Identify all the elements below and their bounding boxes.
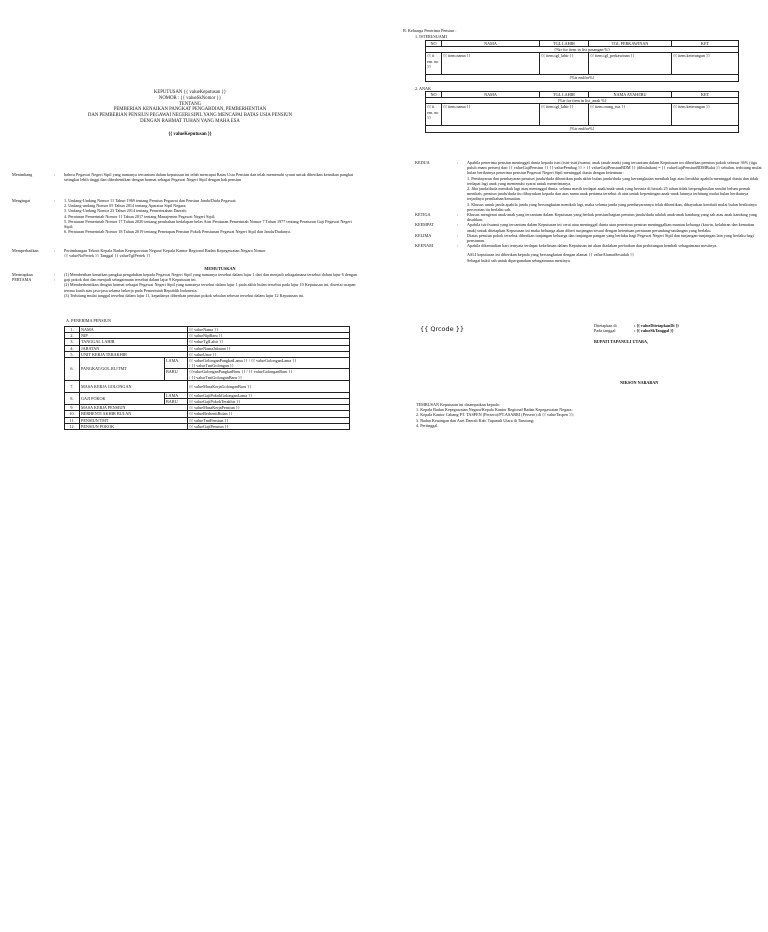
ketiga-block: KETIGA : Khusus mengenai anak-anak yang tercantum dalam Keputusan yang berhak pensiun/bagian pensiun janda/duda adalah anak-anak kandung yang sah atau anak kandung yang disahkan. (415, 212, 763, 222)
decree-subject-3: DENGAN RAHMAT TUHAN YANG MAHA ESA (140, 118, 240, 124)
list-item: 2. Jika janda/duda menikah lagi atau meninggal dunia, selama masih terdapat anak/anak-anak yang berusia di bawah 25 tahun tidak berpenghasilan sendiri belum pernah menikah, pensiun janda/duda itu dibayarkan kepada dan atas nama anak pertama tersebut di atas untuk kepentingan anak-anak lainnya terhitung mulai bulan berikutnya terjadinya pernikahan/kematian. (467, 186, 751, 202)
list-item: 4. Pertinggal. (416, 422, 439, 428)
table-row: 9. MASA KERJA PENSIUN {{ valueMasaKerjaPensiun }} (65, 405, 350, 411)
list-item: 1. Kepala Badan Kepegawaian Negara/Kepala Kantor Regional Badan Kepegawaian Negara; (416, 407, 573, 413)
list-item: 1. Undang-Undang Nomor 11 Tahun 1969 tentang Pensiun Pegawai dan Pensiun Janda/Duda Pegawai; (64, 198, 237, 203)
memperhatikan-pertek: {{ valueNoPertek }} Tanggal {{ valueTglPertek }} (64, 253, 151, 259)
anak-label: 2. ANAK (415, 86, 432, 91)
menimbang-text: bahwa Pegawai Negeri Sipil yang namanya tercantum dalam keputusan ini telah mencapai Batas Usia Pensiun dan telah memenuhi syarat untuk diberikan kenaikan pangkat setingkat lebih tinggi dan diberhentikan dengan hormat sebagai Pegawai Negeri Sipil dengan hak pensiun (64, 172, 354, 183)
decree-tentang: TENTANG (178, 101, 202, 107)
ketiga-text: Khusus mengenai anak-anak yang tercantum dalam Keputusan yang berhak pensiun/bagian pensiun janda/duda adalah anak-anak kandung yang sah atau anak kandung yang disahkan. (467, 212, 758, 223)
table-row: {%tr endfor%} (426, 75, 739, 81)
kelima-label: KELIMA (415, 232, 432, 238)
table-row: 6. PANGKAT/GOL.RU/TMT LAMA {{ valueGolonganPangkatLama }} / {{ valueGolonganLama }} / {{ valueTmtGolongan }} (65, 358, 350, 369)
table-row: 12. PENSIUN POKOK {{ valueGajiPensiun }} (65, 423, 350, 429)
table-row: {%tr endfor%} (426, 126, 739, 132)
ditetapkan-block (594, 323, 754, 345)
decree-number: NOMOR : {{ valueSkNomor }} (158, 95, 222, 101)
kedua-text: Apabila penerima pensiun meninggal dunia kepada istri (istri-istri)/suami, anak (anak-anak) yang tercantum dalam Keputusan ini diberikan pensiun pokok sebesar 36% (tiga puluh enam persen) dari {{ valueGajiPensiun }} {{ valuePembag }} × {{ valueGajiPensiunBDM }} (dibulatkan) = {{ valueGajiPensiunBDMBulat }} sebulan, terhitung mulai bulan berikutnya penerima pensiun Pegawai Negeri Sipil meninggal dunia dengan ketentuan : (467, 160, 762, 176)
list-item: 3. Badan Keuangan dan Aset Daerah Kab. Tapanuli Utara di Tarutung; (416, 417, 535, 423)
menetapkan-section: Menetapkan PERTAMA : : (1) Memberikan kenaikan pangkat pengabdian kepada Pegawai Negeri Sipil yang namanya tersebut dalam lajur 1 dari dan menjadi sebagaimana tersebut dalam lajur 6 dengan gaji pokok dari dan menjadi sebagaimana tersebut dalam lajur 9 Keputusan ini. (2) Memberhentikan dengan hormat sebagai Pegawai Negeri Sipil yang namanya tersebut dalam lajur 1 pada akhir bulan tersebut pada lajur 10 Keputusan ini, disertai ucapan terima kasih atas jasa-jasa selama bekerja pada Pemerintah Republik Indonesia. (3) Terhitung mulai tanggal tersebut dalam lajur 11, kepadanya diberikan pensiun pokok sebulan sebesar tersebut dalam lajur 12 Keputusan ini. (12, 272, 360, 298)
pertama-paragraph-2: (2) Memberhentikan dengan hormat sebagai Pegawai Negeri Sipil yang namanya tersebut dalam lajur 1 pada akhir bulan tersebut pada lajur 10 Keputusan ini, disertai ucapan terima kasih atas jasa-jasa selama bekerja pada Pemerintah Republik Indonesia. (64, 282, 356, 293)
bupati-title: BUPATI TAPANULI UTARA, (594, 339, 649, 345)
menimbang-label: Menimbang (12, 172, 33, 177)
tembusan-block (416, 402, 756, 428)
table-row: 2. NIP {{ valueNipBaru }} (65, 333, 350, 339)
table-row: 5. UNIT KERJA TERAKHIR {{ valueUnor }} (65, 351, 350, 357)
decree-title: KEPUTUSAN {{ valueKeputusan }} (153, 90, 227, 95)
diktum-section (415, 160, 763, 263)
keenam-block: KEENAM : Apabila dikemudian hari ternyata terdapat kekeliruan dalam Keputusan ini akan diadakan perbaikan dan perhitungan kembali sebagaimana mestinya. (415, 243, 763, 248)
table-row: BARU {{ valueGajiPokokTerakhir }} (65, 399, 350, 405)
tanggal-label: Pada tanggal (594, 328, 616, 334)
keenam-label: KEENAM (415, 243, 433, 249)
table-row: 1. NAMA {{ valueNama }} (65, 327, 350, 333)
table-row: 8. GAJI POKOK LAMA {{ valueGajiPokokGolonganLama }} (65, 392, 350, 398)
decree-subject-1: PEMBERIAN KENAIKAN PANGKAT PENGABDIAN, PEMBERHENTIAN (113, 107, 267, 113)
menimbang-section: Menimbang : bahwa Pegawai Negeri Sipil yang namanya tercantum dalam keputusan ini telah mencapai Batas Usia Pensiun dan telah memenuhi syarat untuk diberikan kenaikan pangkat setingkat lebih tinggi dan diberhentikan dengan hormat sebagai Pegawai Negeri Sipil dengan hak pensiun (12, 172, 360, 182)
signer-name: NIKSON NABABAN (620, 380, 659, 385)
keenam-text: Apabila dikemudian hari ternyata terdapat kekeliruan dalam Keputusan ini akan diadakan perbaikan dan perhitungan kembali sebagaimana mestinya. (467, 243, 718, 249)
table-row: 4. JABATAN {{ valueNamaJabatan }} (65, 345, 350, 351)
keempat-block: KEEMPAT : Apabila istri/suami yang tercantum dalam Keputusan ini cerai atau meninggal dunia atau penerima pensiun meninggalkan mantan keluarga (kawin, kelahiran dan kematian anak) untuk ditetapkan Keputusan ini maka keluarga akan diberi tunjangan sesuai dengan ketentuan peraturan perundang-undangan yang berlaku. (415, 222, 763, 232)
kedua-block: KEDUA : Apabila penerima pensiun meninggal dunia kepada istri (istri-istri)/suami, anak (anak-anak) yang tercantum dalam Keputusan ini diberikan pensiun pokok sebesar 36% (tiga puluh enam persen) dari {{ valueGajiPensiun }} {{ valuePembag }} × {{ valueGajiPensiunBDM }} (dibulatkan) = {{ valueGajiPensiunBDMBulat }} sebulan, terhitung mulai bulan berikutnya penerima pensiun Pegawai Negeri Sipil meninggal dunia dengan ketentuan : 1. Pembayaran dan pembayaran pensiun janda/duda dihentikan pada akhir bulan janda/duda yang bersangkutan menikah lagi atau berakhir apabila meninggal dunia dan tidak terdapat lagi anak yang memenuhi syarat untuk menerimanya. 2. Jika janda/duda menikah lagi atau meninggal dunia, selama masih terdapat anak/anak-anak yang berusia di bawah 25 tahun tidak berpenghasilan sendiri belum pernah menikah, pensiun janda/duda itu dibayarkan kepada dan atas nama anak pertama tersebut di atas untuk kepentingan anak-anak lainnya terhitung mulai bulan berikutnya terjadinya pernikahan/kematian. 3. Khusus untuk janda apabila janda yang bersangkutan menikah lagi, maka selama janda yang pembayarannya telah dihentikan, dibayarkan kembali mulai bulan berikutnya perceraian itu berlaku sah. (415, 160, 762, 212)
table-row: 7. MASA KERJA GOLONGAN {{ valueMasaKerjaGolonganBaru }} (65, 380, 350, 392)
asli-text: ASLI keputusan ini diberikan kepada yang bersangkutan dengan alamat {{ valueAlamatSesudah }} (467, 252, 634, 258)
list-item: 2. Undang-undang Nomor 05 Tahun 2014 tentang Aparatur Sipil Negara; (64, 203, 187, 209)
istri-table (425, 40, 739, 82)
table-header-row: NO NAMA TGL LAHIR NAMA AYAH/IBU KET (426, 92, 739, 98)
list-item: 2. Kepala Kantor Cabang PT. TASPEN (Persero)/PT.ASABRI (Persero) di {{ valueTaspen }}; (416, 412, 575, 418)
pertama-label: PERTAMA (12, 277, 32, 283)
asli-block (467, 252, 763, 262)
decree-subject-2: DAN PEMBERIAN PENSIUN PEGAWAI NEGERI SIPIL YANG MENCAPAI BATAS USIA PENSIUN (87, 113, 293, 119)
table-row: {{ it em. no }} {{ item.nama }} {{ item.tgl_lahir }} {{ item.orang_tua }} {{ item.keterangan }} (426, 104, 739, 126)
list-item: 3. Undang-Undang Nomor 23 Tahun 2014 tentang Pemerintahan Daerah; (64, 208, 187, 214)
table-row: {{ it em. no }} {{ item.nama }} {{ item.tgl_lahir }} {{ item.tgl_perkawinan }} {{ item.keterangan }} (426, 53, 739, 75)
pertama-paragraph-3: (3) Terhitung mulai tanggal tersebut dalam lajur 11, kepadanya diberikan pensiun pokok sebulan sebesar tersebut dalam lajur 12 Keputusan ini. (64, 292, 305, 298)
mengingat-section: Mengingat : 1. Undang-Undang Nomor 11 Tahun 1969 tentang Pensiun Pegawai dan Pensiun Janda/Duda Pegawai; 2. Undang-undang Nomor 05 Tahun 2014 tentang Aparatur Sipil Negara; 3. Undang-Undang Nomor 23 Tahun 2014 tentang Pemerintahan Daerah; 4. Peraturan Pemerintah Nomor 11 Tahun 2017 tentang Manajemen Pegawai Negeri Sipil; 5. Peraturan Pemerintah Nomor 17 Tahun 2020 tentang perubahan kedalapan belas Atas Peraturan Pemerintah Nomor 7 Tahun 1977 tentang Peraturan Gaji Pegawai Negeri Sipil; 6. Peraturan Pemerintah Nomor 18 Tahun 2019 tentang Penetapan Pensiun Pokok Pensiunan Pegawai Negeri Sipil dan Janda/Dudanya. (12, 198, 360, 234)
list-item: 1. Pembayaran dan pembayaran pensiun janda/duda dihentikan pada akhir bulan janda/duda yang bersangkutan menikah lagi atau berakhir apabila meninggal dunia dan tidak terdapat lagi anak yang memenuhi syarat untuk menerimanya. (467, 175, 759, 186)
list-item: 6. Peraturan Pemerintah Nomor 18 Tahun 2019 tentang Penetapan Pensiun Pokok Pensiunan Pegawai Negeri Sipil dan Janda/Dudanya. (64, 229, 291, 235)
keempat-label: KEEMPAT (415, 222, 434, 228)
decree-header (40, 90, 340, 138)
list-item: 5. Peraturan Pemerintah Nomor 17 Tahun 2020 tentang perubahan kedalapan belas Atas Peraturan Pemerintah Nomor 7 Tahun 1977 tentang Peraturan Gaji Pegawai Negeri Sipil; (64, 218, 352, 230)
mengingat-list (64, 198, 360, 234)
qrcode-placeholder: {{ Qrcode }} (420, 325, 464, 333)
asli-bukti: Sebagai bukti sah untuk dipergunakan sebagaimana mestinya. (467, 257, 571, 263)
memutuskan-heading: MEMUTUSKAN (204, 266, 236, 271)
decree-official: {{ valueKeputusan }} (168, 131, 212, 137)
ditetapkan-label: Ditetapkan di (594, 323, 617, 328)
section-a-heading: A. PENERIMA PENSIUN (66, 318, 112, 323)
keempat-text: Apabila istri/suami yang tercantum dalam Keputusan ini cerai atau meninggal dunia atau penerima pensiun meninggalkan mantan keluarga (kawin, kelahiran dan kematian anak) untuk ditetapkan Keputusan ini maka keluarga akan diberi tunjangan sesuai dengan ketentuan peraturan perundang-undangan yang berlaku. (467, 222, 755, 233)
table-row: 10. BERHENTI AKHIR BULAN {{ valueBerhentiBulan }} (65, 411, 350, 417)
memperhatikan-section: Memperhatikan : Pertimbangan Teknis Kepala Badan Kepegawaian Negara/ Kepala Kantor Regional Badan Kepegawaian Negara Nomor {{ valueNoPertek }} Tanggal {{ valueTglPertek }} (12, 248, 360, 258)
list-item: 3. Khusus untuk janda apabila janda yang bersangkutan menikah lagi, maka selama janda yang pembayarannya telah dihentikan, dibayarkan kembali mulai bulan berikutnya perceraian itu berlaku sah. (467, 201, 757, 212)
istri-label: 1. ISTERI/SUAMI (415, 34, 447, 39)
kelima-block: KELIMA : Diatas pensiun pokok tersebut diberikan tunjangan keluarga dan tunjangan pangan yang berlaku bagi Pegawai Negeri Sipil dan tunjangan-tunjangan lain yang berlaku bagi pensiunan. (415, 233, 763, 243)
table-row: BARU {{valueGolonganPangkatBaru }} / {{ valueGolonganBaru }} / {{ valueTmtGolonganBaru }} (65, 369, 350, 380)
ditetapkan-value: : {{ valueDitetapkanDi }} (634, 323, 679, 328)
ketiga-label: KETIGA (415, 212, 431, 218)
table-row: {%tr for item in list_anak %} (426, 98, 739, 104)
kelima-text: Diatas pensiun pokok tersebut diberikan tunjangan keluarga dan tunjangan pangan yang berlaku bagi Pegawai Negeri Sipil dan tunjangan-tunjangan lain yang berlaku bagi pensiunan. (467, 232, 754, 244)
tembusan-title: TEMBUSAN Keputusan ini disampaikan kepada: (416, 402, 500, 407)
kedua-label: KEDUA (415, 160, 430, 165)
table-row: 3. TANGGAL LAHIR {{ valueTglLahir }} (65, 339, 350, 345)
table-row: {%tr for item in list pasangan %} (426, 47, 739, 53)
mengingat-label: Mengingat (12, 198, 31, 203)
memperhatikan-label: Memperhatikan (12, 248, 39, 253)
penerima-pensiun-table (64, 326, 350, 430)
tanggal-value: : {{ valueSkTanggal }} (634, 328, 674, 334)
menetapkan-label: Menetapkan (12, 272, 33, 277)
table-row: 11. PENSIUN TMT {{ valueTmtPensiun }} (65, 417, 350, 423)
pertama-paragraph-1: (1) Memberikan kenaikan pangkat pengabdian kepada Pegawai Negeri Sipil yang namanya tersebut dalam lajur 1 dari dan menjadi sebagaimana tersebut dalam lajur 6 dengan gaji pokok dari dan menjadi sebagaimana tersebut dalam lajur 9 Keputusan ini. (64, 272, 357, 283)
table-header-row: NO NAMA TGL LAHIR TGL PERKAWINAN KET (426, 41, 739, 47)
keluarga-heading: B. Keluarga Penerima Pensiun : (403, 28, 457, 33)
anak-table (425, 91, 739, 133)
list-item: 4. Peraturan Pemerintah Nomor 11 Tahun 2017 tentang Manajemen Pegawai Negeri Sipil; (64, 213, 216, 219)
memperhatikan-text: Pertimbangan Teknis Kepala Badan Kepegawaian Negara/ Kepala Kantor Regional Badan Kepegawaian Negara Nomor (64, 248, 266, 253)
